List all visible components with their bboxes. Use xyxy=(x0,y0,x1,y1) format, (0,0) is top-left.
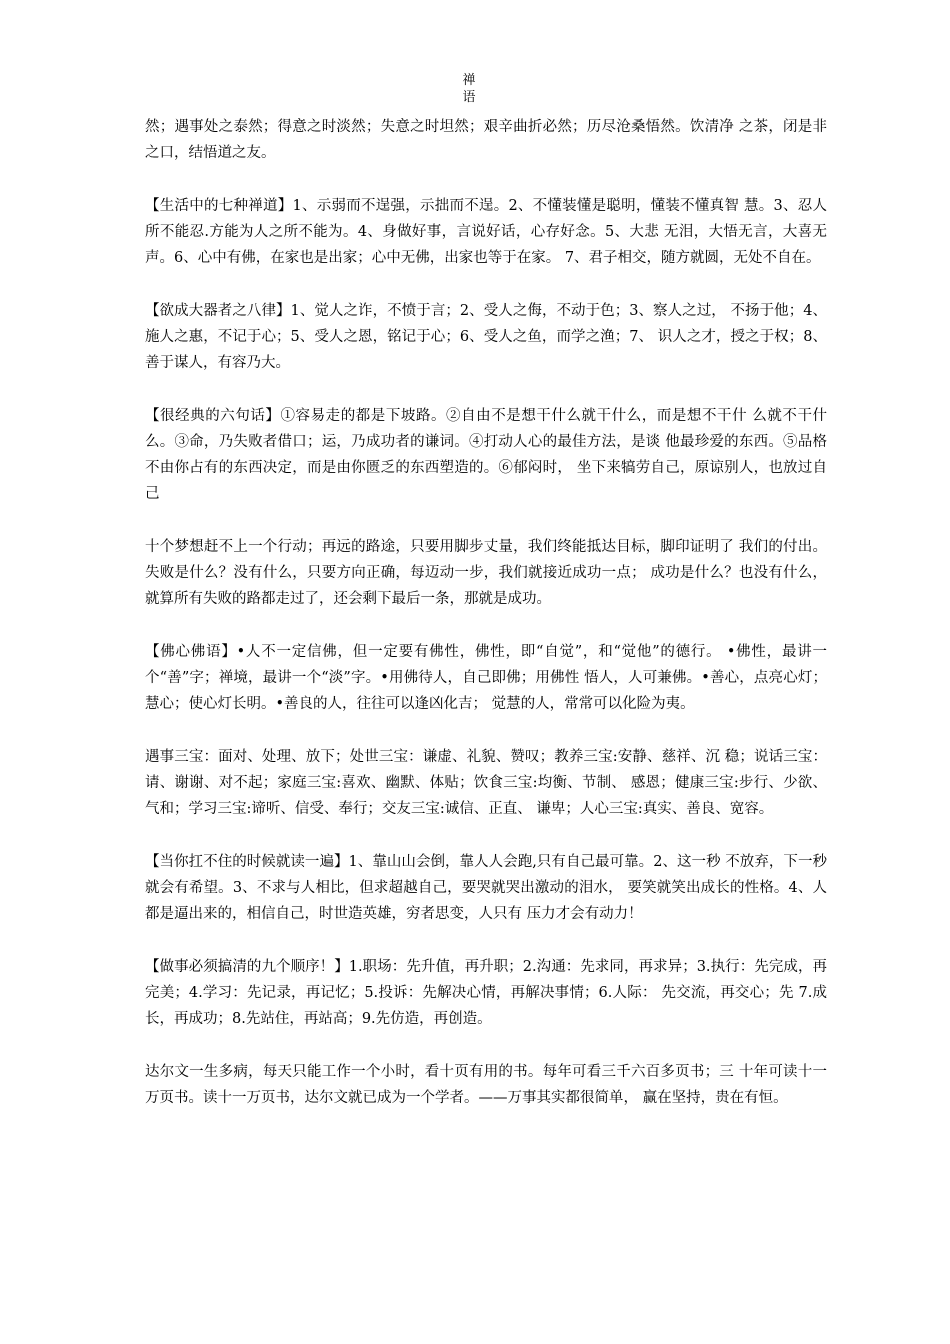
title-char-1: 禅 xyxy=(462,73,476,88)
paragraph-calm-attitudes: 然；遇事处之泰然；得意之时淡然；失意之时坦然；艰辛曲折必然；历尽沧桑悟然。饮清净 之茶，闭是非之口，结悟道之友。 xyxy=(145,119,827,161)
paragraph-six-classic-sayings: 【很经典的六句话】①容易走的都是下坡路。②自由不是想干什么就干什么，而是想不干什 么就不干什么。③命，乃失败者借口；运，乃成功者的谦词。④打动人心的最佳方法，是谈 他最珍爱的东西。⑤品格不由你占有的东西决定，而是由你匮乏的东西塑造的。⑥郁闷时， 坐下来犒劳自己，原谅别人，也放过自己 xyxy=(145,408,827,502)
document-body xyxy=(145,114,827,1138)
paragraph-darwin-story: 达尔文一生多病，每天只能工作一个小时，看十页有用的书。每年可看三千六百多页书；三 十年可读十一万页书。读十一万页书，达尔文就已成为一个学者。——万事其实都很简单， 赢在坚持，贵在有恒。 xyxy=(145,1064,827,1106)
page-title xyxy=(455,72,483,106)
paragraph-nine-orders: 【做事必须搞清的九个顺序！】1.职场：先升值，再升职；2.沟通：先求同，再求异；3.执行：先完成，再完美；4.学习：先记录，再记忆；5.投诉：先解决心情，再解决事情；6.人际： 先交流，再交心；先 7.成长，再成功；8.先站住，再站高；9.先仿造，再创造。 xyxy=(145,959,827,1027)
title-char-2: 语 xyxy=(462,90,476,105)
paragraph-seven-zen-ways: 【生活中的七种禅道】1、示弱而不逞强，示拙而不逞。2、不懂装懂是聪明，懂装不懂真智 慧。3、忍人所不能忍.方能为人之所不能为。4、身做好事，言说好话，心存好念。5、大悲 无泪，大悟无言，大喜无声。6、心中有佛，在家也是出家；心中无佛，出家也等于在家。 7、君子相交，随方就圆，无处不自在。 xyxy=(145,198,827,266)
paragraph-dreams-and-action: 十个梦想赶不上一个行动；再远的路途，只要用脚步丈量，我们终能抵达目标，脚印证明了 我们的付出。失败是什么？没有什么，只要方向正确，每迈动一步，我们就接近成功一点； 成功是什么？也没有什么，就算所有失败的路都走过了，还会剩下最后一条，那就是成功。 xyxy=(145,539,827,607)
paragraph-three-treasures: 遇事三宝：面对、处理、放下；处世三宝：谦虚、礼貌、赞叹；教养三宝:安静、慈祥、沉 稳；说话三宝：请、谢谢、对不起；家庭三宝:喜欢、幽默、体贴；饮食三宝:均衡、节制、 感恩；健康三宝:步行、少欲、气和；学习三宝:谛听、信受、奉行；交友三宝:诚信、正直、 谦卑；人心三宝:真实、善良、宽容。 xyxy=(145,749,827,817)
paragraph-eight-rules: 【欲成大器者之八律】1、觉人之诈，不愤于言；2、受人之侮，不动于色；3、察人之过， 不扬于他；4、施人之惠，不记于心；5、受人之恩，铭记于心；6、受人之鱼，而学之渔；7、 识人之才，授之于权；8、善于谋人，有容乃大。 xyxy=(145,303,827,371)
paragraph-when-you-cannot-bear: 【当你扛不住的时候就读一遍】1、靠山山会倒，靠人人会跑,只有自己最可靠。2、这一秒 不放弃，下一秒就会有希望。3、不求与人相比，但求超越自己，要哭就哭出激动的泪水， 要笑就笑出成长的性格。4、人都是逼出来的，相信自己，时世造英雄，穷者思变，人只有 压力才会有动力！ xyxy=(145,854,827,922)
paragraph-buddha-words: 【佛心佛语】•人不一定信佛，但一定要有佛性，佛性，即“自觉”，和“觉他”的德行。 •佛性，最讲一个“善”字；禅境，最讲一个“淡”字。•用佛待人，自己即佛；用佛性 悟人，人可兼佛。•善心，点亮心灯；慧心；使心灯长明。•善良的人，往往可以逢凶化吉； 觉慧的人，常常可以化险为夷。 xyxy=(145,644,827,712)
